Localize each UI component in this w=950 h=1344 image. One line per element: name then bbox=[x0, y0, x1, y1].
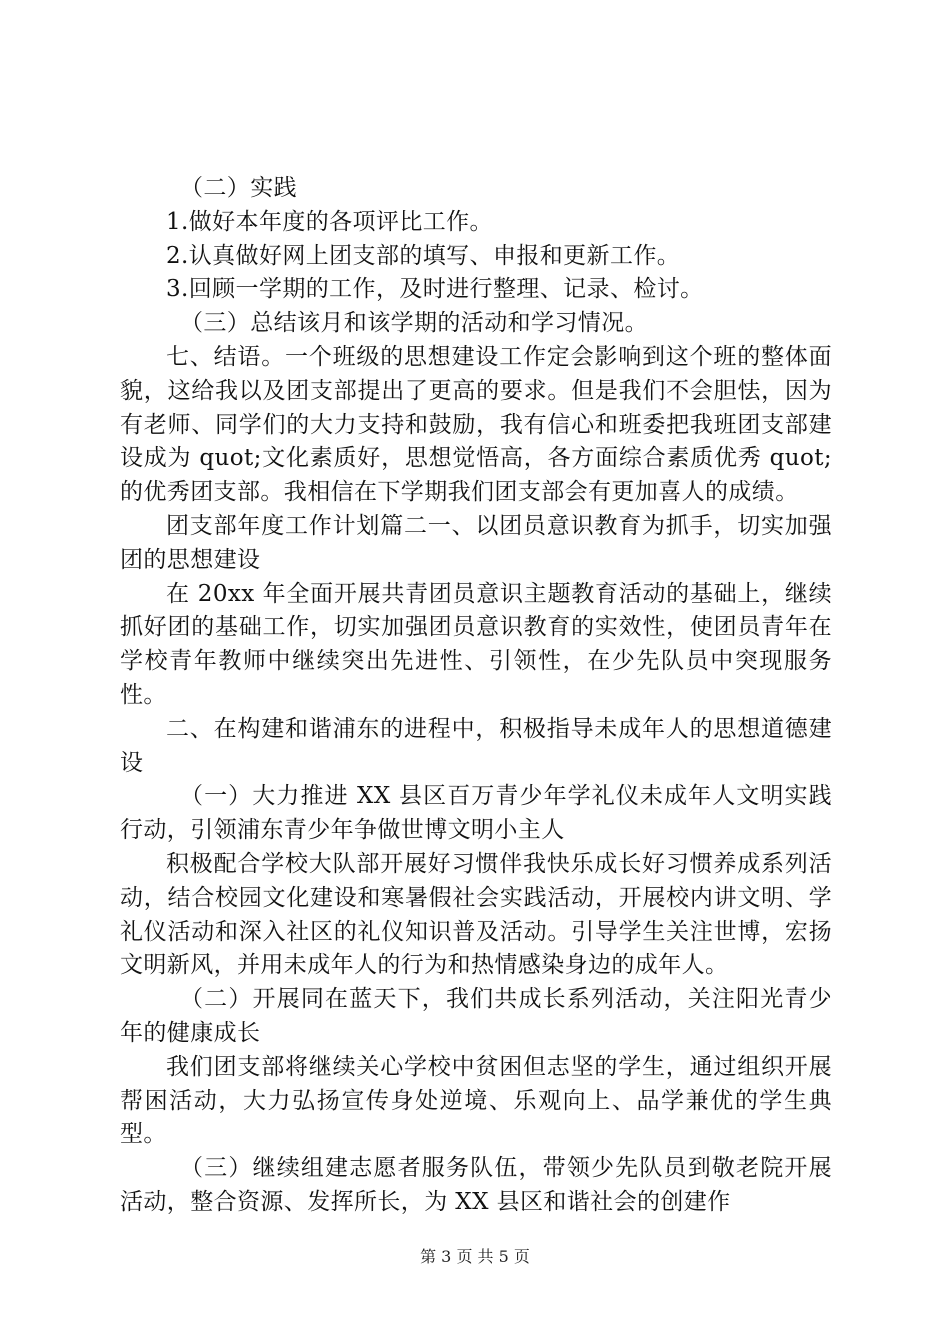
body-paragraph: 我们团支部将继续关心学校中贫困但志坚的学生，通过组织开展帮困活动，大力弘扬宣传身处逆境、乐观向上、品学兼优的学生典型。 bbox=[120, 1053, 832, 1148]
body-paragraph: （二）实践 bbox=[180, 175, 297, 201]
body-paragraph: （三）继续组建志愿者服务队伍，带领少先队员到敬老院开展活动，整合资源、发挥所长，为 XX 县区和谐社会的创建作 bbox=[120, 1155, 832, 1215]
body-paragraph: （二）开展同在蓝天下，我们共成长系列活动，关注阳光青少年的健康成长 bbox=[120, 986, 832, 1046]
body-paragraph: 团支部年度工作计划篇二一、以团员意识教育为抓手，切实加强团的思想建设 bbox=[120, 512, 832, 573]
page-footer: 第 3 页 共 5 页 bbox=[420, 1247, 530, 1266]
body-paragraph: 二、在构建和谐浦东的进程中，积极指导未成年人的思想道德建设 bbox=[120, 715, 832, 776]
body-paragraph: 1.做好本年度的各项评比工作。 bbox=[166, 208, 493, 235]
body-paragraph: 积极配合学校大队部开展好习惯伴我快乐成长好习惯养成系列活动，结合校园文化建设和寒暑假社会实践活动，开展校内讲文明、学礼仪活动和深入社区的礼仪知识普及活动。引导学生关注世博，宏扬文明新风，并用未成年人的行为和热情感染身边的成年人。 bbox=[120, 850, 832, 979]
body-paragraph: （一）大力推进 XX 县区百万青少年学礼仪未成年人文明实践行动，引领浦东青少年争做世博文明小主人 bbox=[120, 783, 832, 844]
document-body bbox=[120, 172, 832, 1220]
body-paragraph: 七、结语。一个班级的思想建设工作定会影响到这个班的整体面貌，这给我以及团支部提出了更高的要求。但是我们不会胆怯，因为有老师、同学们的大力支持和鼓励，我有信心和班委把我班团支部建设成为 quot;文化素质好，思想觉悟高，各方面综合素质优秀 quot;的优秀团支部。我相信在下学期我们团支部会有更加喜人的成绩。 bbox=[120, 343, 832, 506]
body-paragraph: 在 20xx 年全面开展共青团员意识主题教育活动的基础上，继续抓好团的基础工作，切实加强团员意识教育的实效性，使团员青年在学校青年教师中继续突出先进性、引领性，在少先队员中突现服务性。 bbox=[120, 580, 832, 708]
body-paragraph: 3.回顾一学期的工作，及时进行整理、记录、检讨。 bbox=[166, 276, 704, 303]
body-paragraph: （三）总结该月和该学期的活动和学习情况。 bbox=[180, 310, 648, 337]
body-paragraph: 2.认真做好网上团支部的填写、申报和更新工作。 bbox=[166, 242, 681, 269]
